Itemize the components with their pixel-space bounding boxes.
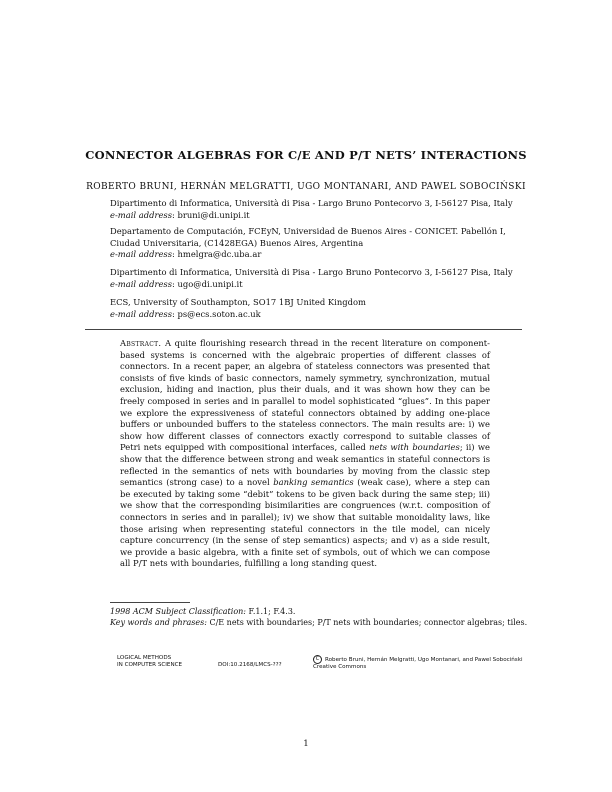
- affiliation-address: Departamento de Computación, FCEyN, Universidad de Buenos Aires - CONICET. Pabellón I, Ciudad Universitaria, (C1428EGA) Buenos Aires, Argentina: [110, 226, 506, 248]
- acm-classification: [110, 606, 530, 617]
- affiliation-email: e-mail address: bruni@di.unipi.it: [110, 209, 250, 220]
- copyright-icon: C: [313, 655, 322, 664]
- affiliation-1: [110, 198, 520, 221]
- keywords-label: Key words and phrases:: [110, 618, 207, 627]
- footnote-rule: [110, 602, 190, 603]
- keywords: [110, 617, 530, 628]
- affiliation-email: e-mail address: ps@ecs.soton.ac.uk: [110, 308, 261, 319]
- acm-value: F.1.1; F.4.3.: [245, 607, 296, 616]
- journal-line-1: LOGICAL METHODS: [117, 655, 172, 661]
- acm-label: 1998 ACM Subject Classification:: [110, 607, 246, 616]
- email-label: e-mail address: [110, 278, 173, 289]
- affiliation-email: e-mail address: hmelgra@dc.uba.ar: [110, 249, 262, 259]
- affiliation-email: e-mail address: ugo@di.unipi.it: [110, 278, 243, 289]
- email-value: bruni@di.unipi.it: [177, 209, 250, 220]
- email-label: e-mail address: [110, 249, 173, 259]
- affiliation-2: [110, 226, 520, 261]
- affiliation-address: Dipartimento di Informatica, Università di Pisa - Largo Bruno Pontecorvo 3, I-56127 Pisa, Italy: [110, 267, 513, 277]
- email-value: ps@ecs.soton.ac.uk: [177, 308, 261, 319]
- abstract-term-2: banking semantics: [273, 477, 354, 488]
- keywords-value: C/E nets with boundaries; P/T nets with boundaries; connector algebras; tiles.: [206, 618, 528, 627]
- abstract-term-1: nets with boundaries: [369, 442, 460, 453]
- abstract-text-2: ; ii) we show that the difference between strong and weak semantics in stateful connectors is reflected in the semantics of nets with boundaries by moving from the classic step semantics (strong case) to a novel: [120, 442, 490, 488]
- license-line: Creative Commons: [313, 664, 367, 671]
- abstract-text-3: (weak case), where a step can be executed by taking some “debit” tokens to be given back during the same step; iii) we show that the corresponding bisimilarities are congruences (w.r.t. composition of connectors in series and in parallel); iv) we show that suitable monoidality laws, like those arising when representing stateful connectors in the tile model, can nicely capture concurrency (in the sense of step semantics) aspects; and v) as a side result, we provide a basic algebra, with a finite set of symbols, out of which we can compose all P/T nets with boundaries, fulfilling a long standing quest.: [120, 477, 490, 569]
- abstract-label: Abstract.: [120, 338, 162, 348]
- affiliation-address: Dipartimento di Informatica, Università di Pisa - Largo Bruno Pontecorvo 3, I-56127 Pisa, Italy: [110, 198, 513, 208]
- paper-title: CONNECTOR ALGEBRAS FOR C/E AND P/T NETS’ INTERACTIONS: [85, 148, 527, 162]
- email-value: ugo@di.unipi.it: [177, 278, 243, 289]
- journal-name: [117, 655, 227, 669]
- abstract: [120, 338, 490, 570]
- copyright-holders: Roberto Bruni, Hernán Melgratti, Ugo Montanari, and Pawel Sobociński: [325, 657, 523, 663]
- email-value: hmelgra@dc.uba.ar: [177, 249, 262, 259]
- journal-line-2: IN COMPUTER SCIENCE: [117, 662, 183, 669]
- author-list: ROBERTO BRUNI, HERNÁN MELGRATTI, UGO MONTANARI, AND PAWEL SOBOCIŃSKI: [86, 182, 526, 192]
- affiliation-3: [110, 267, 520, 290]
- affiliation-4: [110, 297, 520, 320]
- email-label: e-mail address: [110, 209, 173, 220]
- abstract-text-1: A quite flourishing research thread in the recent literature on component-based systems is concerned with the algebraic properties of different classes of connectors. In a recent paper, an algebra of stateless connectors was presented that consists of five kinds of basic connectors, namely symmetry, synchronization, mutual exclusion, hiding and inaction, plus their duals, and it was shown how they can be freely composed in series and in parallel to model sophisticated “glues”. In this paper we explore the expressiveness of stateful connectors obtained by adding one-place buffers or unbounded buffers to the stateless connectors. The main results are: i) we show how different classes of connectors exactly correspond to suitable classes of Petri nets equipped with compositional interfaces, called: [120, 338, 490, 453]
- copyright-notice: [313, 655, 543, 671]
- page-number: 1: [303, 739, 309, 749]
- copyright-line-1: [313, 655, 543, 664]
- doi: DOI:10.2168/LMCS-???: [218, 662, 282, 668]
- footnotes: [110, 606, 530, 628]
- affiliation-address: ECS, University of Southampton, SO17 1BJ United Kingdom: [110, 297, 366, 307]
- email-label: e-mail address: [110, 308, 173, 319]
- header-rule: [85, 329, 522, 330]
